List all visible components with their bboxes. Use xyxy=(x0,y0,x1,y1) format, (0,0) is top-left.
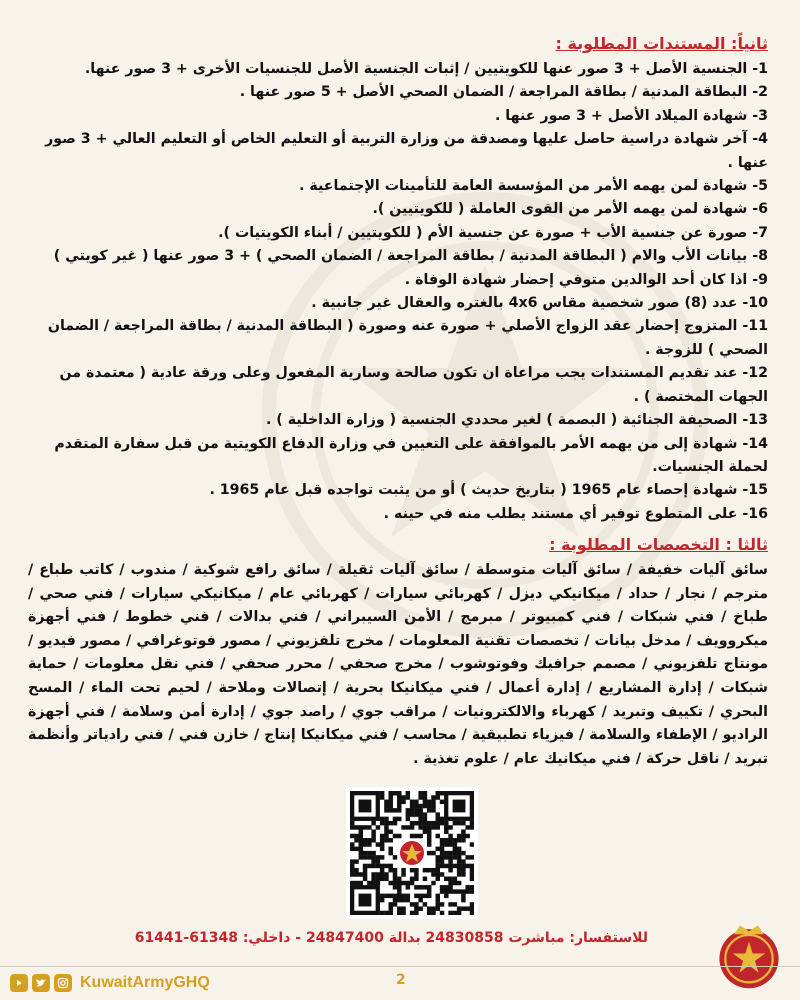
list-item: 1- الجنسية الأصل + 3 صور عنها للكويتيين / إثبات الجنسية الأصل للجنسيات الأخرى + 3 صور عنها. xyxy=(84,61,768,77)
social-handle[interactable]: KuwaitArmyGHQ xyxy=(80,974,210,991)
specializations-paragraph: سائق آليات خفيفة / سائق آليات متوسطة / سائق آليات ثقيلة / سائق رافع شوكية / مندوب / كاتب طباع / مترجم / نجار / حداد / ميكانيكي ديزل / كهربائي سيارات / كهربائي عام / ميكانيكي سيارات / فني صحي / طباخ / فني شبكات / فني كمبيوتر / مبرمج / الأمن السيبراني / فني بدالات / فني خطوط / فني أجهزة ميكروويف / مدخل بيانات / تخصصات تقنية المعلومات / مخرج تلفزيوني / مصور فوتوغرافي / مصور فيديو / مونتاج تلفزيوني / مصمم جرافيك وفوتوشوب / مخرج صحفي / محرر صحفي / فني نقل معلومات / حماية شبكات / إدارة المشاريع / إدارة أعمال / فني ميكانيكا بحرية / إتصالات وملاحة / لحيم تحت الماء / المسح البحري / تكييف وتبريد / كهرباء والالكترونيات / مراقب جوي / راصد جوي / إدارة أمن وسلامة / فني أجهزة الراديو / الإطفاء والسلامة / فيزياء تطبيقية / محاسب / فني ميكانيكا إنتاج / خازن فني / فني رادياتر وأنظمة تبريد / ناقل حركة / فني ميكانيك عام / علوم تغذية . xyxy=(28,562,768,767)
qr-code[interactable] xyxy=(346,787,478,919)
page-number: 2 xyxy=(396,972,406,988)
list-item: 3- شهادة الميلاد الأصل + 3 صور عنها . xyxy=(494,107,768,124)
list-item: 16- على المتطوع توفير أي مستند يطلب منه في حينه . xyxy=(383,505,768,522)
youtube-icon[interactable] xyxy=(10,974,28,992)
footer-divider xyxy=(0,966,800,967)
required-documents-title: ثانياً: المستندات المطلوبة : xyxy=(555,34,768,53)
list-item: 14- شهادة إلى من يهمه الأمر بالموافقة على التعيين في وزارة الدفاع الكويتية من قبل سفارة المتقدم لحملة الجنسيات. xyxy=(54,435,768,475)
list-item: 15- شهادة إحصاء عام 1965 ( بتاريخ حديث ) أو من يثبت تواجده قبل عام 1965 . xyxy=(209,482,768,499)
social-links xyxy=(10,972,210,994)
list-item: 13- الصحيفة الجنائية ( البصمة ) لغير محددي الجنسية ( وزارة الداخلية ) . xyxy=(265,412,768,429)
list-item: 8- بيانات الأب والام ( البطاقة المدنية / بطاقة المراجعة / الضمان الصحي ) + 3 صور عنها ( غير كويتي ) xyxy=(53,248,768,265)
instagram-icon[interactable] xyxy=(54,974,72,992)
required-documents-list xyxy=(28,58,768,526)
required-specializations-title: ثالثا : التخصصات المطلوبة : xyxy=(549,535,768,554)
list-item: 6- شهادة لمن يهمه الأمر من القوى العاملة ( للكويتيين ). xyxy=(372,201,768,218)
list-item: 5- شهادة لمن يهمه الأمر من المؤسسة العامة للتأمينات الإجتماعية . xyxy=(299,178,768,195)
list-item: 9- اذا كان أحد الوالدين متوفي إحضار شهادة الوفاة . xyxy=(404,271,768,288)
twitter-icon[interactable] xyxy=(32,974,50,992)
list-item: 7- صورة عن جنسية الأب + صورة عن جنسية الأم ( للكويتيين / أبناء الكويتيات ). xyxy=(218,224,768,241)
qr-code-icon xyxy=(350,791,474,915)
list-item: 12- عند تقديم المستندات يجب مراعاة ان تكون صالحة وسارية المفعول وعلى ورقة عادية ( معتمدة من الجهات المختصة ) . xyxy=(59,365,768,405)
list-item: 4- آخر شهادة دراسية حاصل عليها ومصدقة من وزارة التربية أو التعليم الخاص أو التعليم العالي + 3 صور عنها . xyxy=(45,131,768,171)
list-item: 2- البطاقة المدنية / بطاقة المراجعة / الضمان الصحي الأصل + 5 صور عنها . xyxy=(239,84,768,101)
list-item: 11- المتزوج إحضار عقد الزواج الأصلي + صورة عنه وصورة ( البطاقة المدنية / بطاقة المراجعة / الضمان الصحي ) للزوجة . xyxy=(47,318,768,358)
kuwait-army-emblem-icon xyxy=(712,918,786,992)
list-item: 10- عدد (8) صور شخصية مقاس 4x6 بالغتره والعقال غير جانبية . xyxy=(311,295,768,312)
contact-info: للاستفسار: مباشرت 24830858 بدالة 24847400 - داخلي: 61348-61441 xyxy=(134,930,648,946)
